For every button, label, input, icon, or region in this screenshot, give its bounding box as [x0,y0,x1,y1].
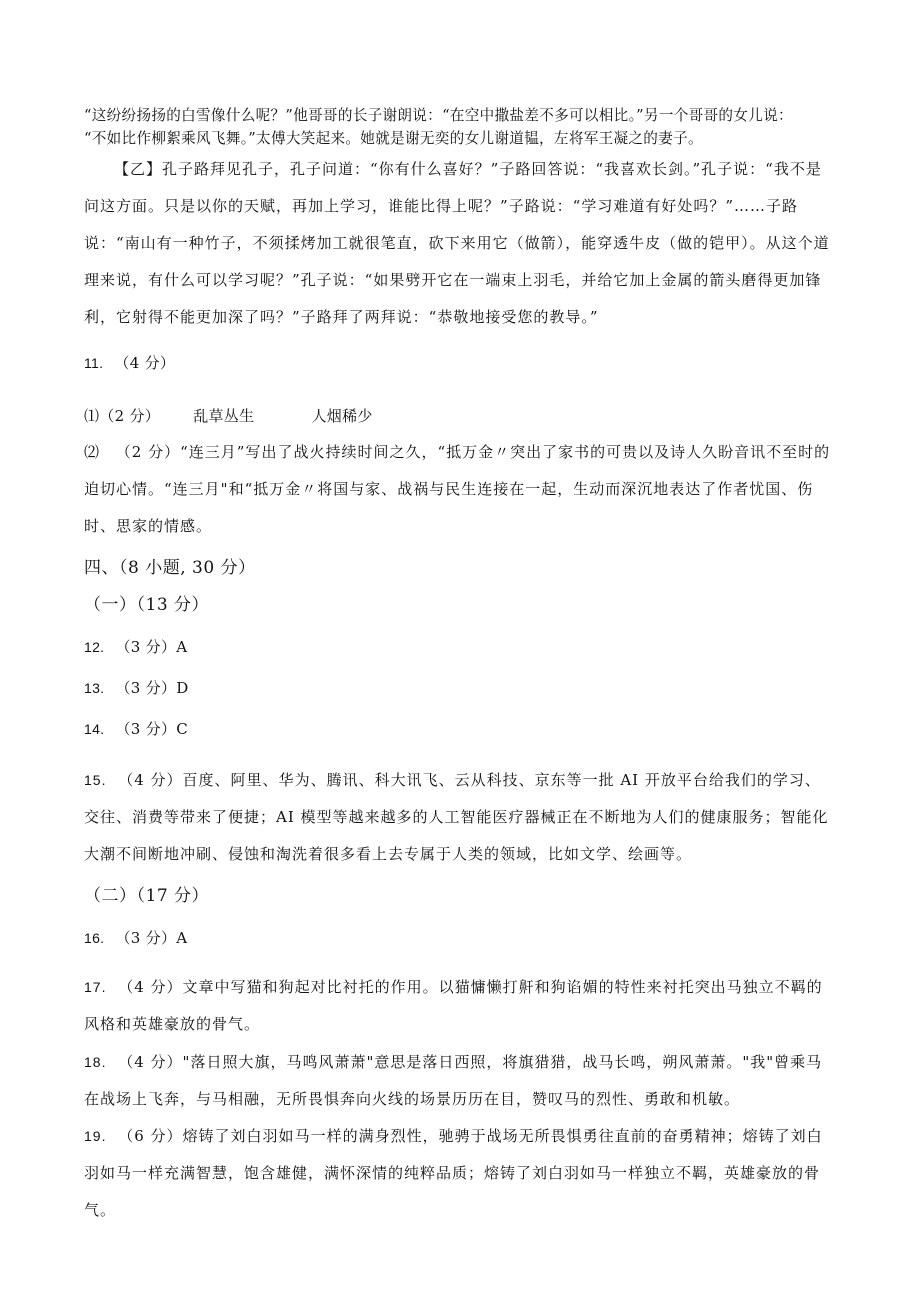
yi-translation: 【乙】孔子路拜见孔子，孔子问道：“你有什么喜好？”子路回答说：“我喜欢长剑。”孔子说：“我不是问这方面。只是以你的天赋，再加上学习，谁能比得上呢？”子路说：“学习难道有好处吗？”……子路说：“南山有一种竹子，不须揉烤加工就很笔直，砍下来用它（做箭），能穿透牛皮（做的铠甲）。从这个道理来说，有什么可以学习呢？”孔子说：“如果劈开它在一端束上羽毛，并给它加上金属的箭头磨得更加锋利，它射得不能更加深了吗？”子路拜了两拜说：“恭敬地接受您的教导。” [84,160,830,326]
q18 [84,1044,836,1118]
part-2-title: （二）（17 分） [84,886,210,906]
question-score: （4 分） [114,354,176,372]
part2-label: ⑵ [84,443,101,461]
answer-a: 乱草丛生 [193,407,255,425]
question-number: 18. [84,1054,107,1070]
answer: （3 分）D [115,679,189,697]
part1-label: ⑴（2 分） [84,407,161,425]
question-number: 13. [84,680,105,696]
question-number: 17. [84,979,107,995]
answer: （6 分）熔铸了刘白羽如马一样的满身烈性，驰骋于战场无所畏惧勇往直前的奋勇精神；熔铸了刘白羽如马一样充满智慧，饱含雄健，满怀深情的纯粹品质；熔铸了刘白羽如马一样独立不羁，英雄豪放的骨气。 [84,1127,823,1219]
jia-tail-line-2: “不如比作柳絮乘风飞舞。”太傅大笑起来。她就是谢无奕的女儿谢道韫，左将军王凝之的妻子。 [84,130,703,147]
part2-text: （2 分）“连三月”写出了战火持续时间之久，“抵万金〃突出了家书的可贵以及诗人久盼音讯不至时的迫切心情。“连三月"和“抵万金〃将国与家、战祸与民生连接在一起，生动而深沉地表达了作者忧国、伤时、思家的情感。 [84,443,831,535]
answer: （4 分）百度、阿里、华为、腾讯、科大讯飞、云从科技、京东等一批 AI 开放平台给我们的学习、交往、消费等带来了便捷；AI 模型等越来越多的人工智能医疗器械正在不断地为人们的健康服务；智能化大潮不间断地冲刷、侵蚀和淘洗着很多看上去专属于人类的领域，比如文学、绘画等。 [84,771,829,863]
q11-part1 [84,405,373,426]
q12 [84,636,187,657]
q11-part2 [84,434,836,545]
question-number: 16. [84,930,105,946]
q14 [84,718,188,739]
question-number: 19. [84,1128,107,1144]
q17 [84,969,836,1043]
part-1-title: （一）（13 分） [84,595,210,615]
jia-tail-line-1: “这纷纷扬扬的白雪像什么呢？”他哥哥的长子谢朗说：“在空中撒盐差不多可以相比。”另一个哥哥的女儿说： [84,107,793,124]
answer: （3 分）A [115,929,188,947]
question-number: 12. [84,639,105,655]
question-number: 14. [84,721,105,737]
q16 [84,927,187,948]
answer: （3 分）A [115,638,188,656]
answer-b: 人烟稀少 [311,407,373,425]
q11-heading [84,352,175,373]
answer: （3 分）C [115,720,189,738]
q19 [84,1118,836,1229]
section-4-title: 四、（8 小题, 30 分） [84,558,256,578]
q15 [84,762,836,873]
question-number: 15. [84,772,107,788]
q13 [84,677,189,698]
answer: （4 分）"落日照大旗，马鸣风萧萧"意思是落日西照，将旗猎猎，战马长鸣，朔风萧萧。"我"曾乘马在战场上飞奔，与马相融，无所畏惧奔向火线的场景历历在目，赞叹马的烈性、勇敢和机敏。 [84,1053,823,1108]
answer: （4 分）文章中写猫和狗起对比衬托的作用。以猫慵懒打鼾和狗谄媚的特性来衬托突出马独立不羁的风格和英雄豪放的骨气。 [84,978,823,1033]
question-number: 11. [84,355,104,371]
